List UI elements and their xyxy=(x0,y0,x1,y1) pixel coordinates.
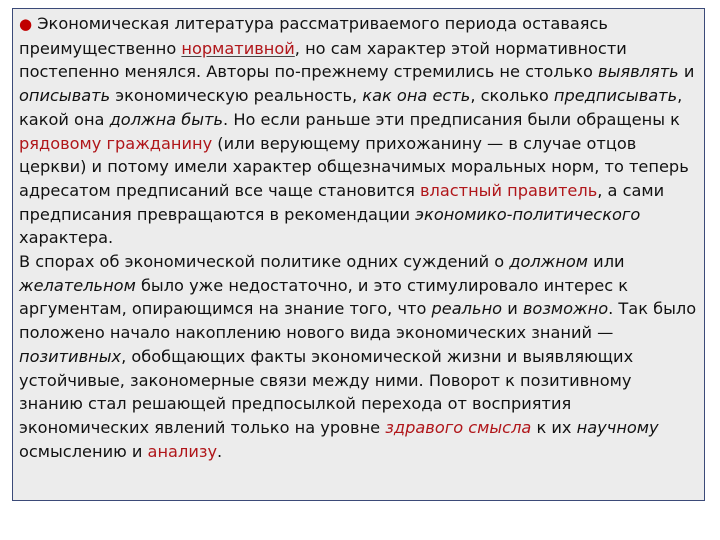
text-box xyxy=(12,8,705,501)
text-run: . xyxy=(217,441,223,461)
paragraph-2 xyxy=(19,250,698,463)
italic-term: реально xyxy=(431,299,503,319)
italic-term: выявлять xyxy=(598,62,679,82)
bullet-icon: ● xyxy=(19,15,33,33)
term-ordinary-citizen: рядовому гражданину xyxy=(19,133,213,153)
text-run: , какой она xyxy=(19,86,683,129)
text-run: (или верующему прихожанину — в случае отцов церкви) и потому имели характер общезначимых моральных норм, то теперь адресатом предписаний все чаще становится xyxy=(19,133,689,200)
text-run: или xyxy=(588,252,625,272)
italic-term: предписывать xyxy=(553,86,678,106)
italic-term: желательном xyxy=(19,275,136,295)
text-run: к их xyxy=(531,417,577,437)
italic-term: как она есть xyxy=(362,86,471,106)
text-run: , сколько xyxy=(470,86,554,106)
text-run: , но сам характер этой нормативности постепенно менялся. Авторы по-прежнему стремились не столько xyxy=(19,38,627,82)
text-run: , а сами предписания превращаются в рекомендации xyxy=(19,180,665,224)
term-normative: нормативной xyxy=(181,38,295,58)
text-run: осмыслению и xyxy=(19,441,148,461)
text-run: , обобщающих факты экономической жизни и выявляющих устойчивые, закономерные связи между ними. Поворот к позитивному знанию стал решающей предпосылкой перехода от восприятия экономических явлений только на уровне xyxy=(19,346,634,437)
term-ruler: властный правитель xyxy=(419,180,598,200)
italic-term: возможно xyxy=(522,299,609,319)
italic-term: научному xyxy=(576,417,659,437)
italic-term: экономико-политического xyxy=(415,204,641,224)
text-run: В спорах об экономической политике одних суждений о xyxy=(19,252,510,272)
italic-term: позитивных xyxy=(19,346,122,366)
text-run: и xyxy=(502,299,523,319)
italic-term: описывать xyxy=(19,86,111,106)
paragraph-1 xyxy=(19,12,698,250)
italic-term: должном xyxy=(509,252,589,272)
text-run: экономическую реальность, xyxy=(110,86,363,106)
term-analysis: анализу xyxy=(147,441,218,461)
text-run: . Так было положено начало накоплению нового вида экономических знаний — xyxy=(19,299,697,343)
term-common-sense: здравого смысла xyxy=(385,417,532,437)
text-run: и xyxy=(678,62,695,82)
text-run: . Но если раньше эти предписания были обращены к xyxy=(223,109,680,129)
italic-term: должна быть xyxy=(109,109,224,129)
text-run: характера. xyxy=(19,228,114,248)
text-run: Экономическая литература рассматриваемого периода оставаясь преимущественно xyxy=(19,14,608,58)
text-run: было уже недостаточно, и это стимулировало интерес к аргументам, опирающимся на знание того, что xyxy=(19,275,629,319)
